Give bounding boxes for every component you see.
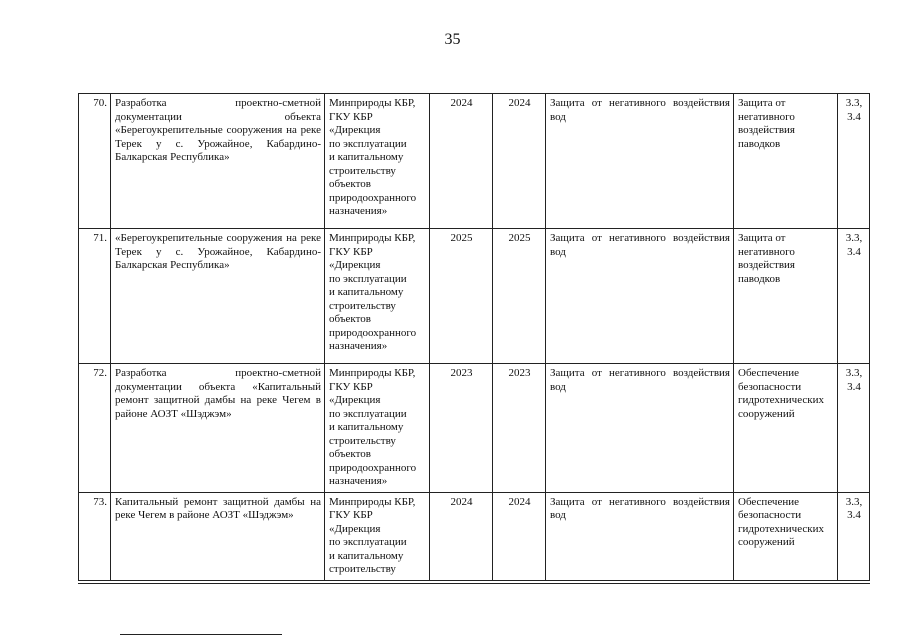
task-line: негативного [738, 110, 795, 123]
task-line: гидротехнических [738, 522, 824, 535]
table-row [79, 229, 870, 364]
table-row [79, 94, 870, 229]
measures-table [78, 93, 870, 581]
responsible-org-line: по эксплуатации [329, 407, 407, 420]
responsible-org-line: строительству [329, 299, 396, 312]
responsible-org-line: строительству [329, 434, 396, 447]
indicators: 3.3, 3.4 [838, 229, 870, 364]
task-line: воздействия [738, 124, 795, 136]
table-body [79, 94, 870, 581]
row-number: 72. [79, 364, 111, 493]
responsible-org-line: объектов [329, 178, 371, 190]
goal-text: Защита от негативного воздействия вод [546, 364, 734, 493]
task-text [734, 94, 838, 229]
start-year: 2025 [430, 229, 493, 364]
responsible-org-line: ГКУ КБР [329, 509, 373, 521]
responsible-org-line: назначения» [329, 475, 388, 487]
responsible-org [325, 364, 430, 493]
goal-text: Защита от негативного воздействия вод [546, 229, 734, 364]
page-number: 35 [444, 31, 461, 48]
task-line: сооружений [738, 536, 795, 548]
end-year: 2024 [493, 94, 546, 229]
row-number: 70. [79, 94, 111, 229]
responsible-org-line: и капитальному [329, 151, 404, 163]
task-line: паводков [738, 272, 781, 285]
responsible-org-line: «Дирекция [329, 522, 381, 535]
end-year: 2023 [493, 364, 546, 493]
start-year: 2024 [430, 94, 493, 229]
responsible-org-line: природоохранного [329, 461, 417, 474]
start-year: 2023 [430, 364, 493, 493]
responsible-org-line: и капитальному [329, 286, 404, 298]
task-line: сооружений [738, 407, 795, 420]
end-year: 2025 [493, 229, 546, 364]
responsible-org-line: строительству [329, 164, 396, 177]
responsible-org-line: по эксплуатации [329, 272, 407, 285]
measure-name: Разработка проектно-сметной документации объекта «Берегоукрепительные сооружения на реке Терек у с. Урожайное, Кабардино-Балкарская Республика» [111, 94, 325, 229]
start-year: 2024 [430, 492, 493, 580]
task-text [734, 229, 838, 364]
responsible-org [325, 492, 430, 580]
responsible-org-line: ГКУ КБР [329, 245, 373, 258]
responsible-org-line: «Дирекция [329, 394, 381, 406]
measure-name: «Берегоукрепительные сооружения на реке Терек у с. Урожайное, Кабардино-Балкарская Республика» [111, 229, 325, 364]
responsible-org [325, 94, 430, 229]
responsible-org-line: «Дирекция [329, 124, 381, 136]
goal-text: Защита от негативного воздействия вод [546, 492, 734, 580]
row-number: 73. [79, 492, 111, 580]
task-line: безопасности [738, 380, 802, 393]
responsible-org-line: природоохранного [329, 326, 417, 339]
task-line: негативного [738, 245, 795, 258]
task-line: Защита от [738, 97, 786, 109]
responsible-org-line: ГКУ КБР [329, 380, 373, 393]
responsible-org-line: «Дирекция [329, 259, 381, 271]
responsible-org-line: Минприроды КБР, [329, 232, 416, 244]
indicators: 3.3, 3.4 [838, 364, 870, 493]
responsible-org-line: объектов [329, 448, 371, 460]
responsible-org-line: ГКУ КБР [329, 110, 373, 123]
table-row [79, 364, 870, 493]
goal-text: Защита от негативного воздействия вод [546, 94, 734, 229]
responsible-org-line: Минприроды КБР, [329, 97, 416, 109]
task-line: гидротехнических [738, 394, 824, 406]
footnote-separator [120, 634, 282, 635]
responsible-org-line: назначения» [329, 205, 388, 217]
responsible-org [325, 229, 430, 364]
responsible-org-line: Минприроды КБР, [329, 367, 416, 379]
task-line: безопасности [738, 509, 802, 521]
responsible-org-line: объектов [329, 313, 371, 325]
task-line: Обеспечение [738, 367, 799, 379]
task-text [734, 364, 838, 493]
task-text [734, 492, 838, 580]
task-line: воздействия [738, 259, 795, 271]
responsible-org-line: природоохранного [329, 191, 417, 204]
task-line: Обеспечение [738, 495, 799, 508]
indicators: 3.3, 3.4 [838, 94, 870, 229]
responsible-org-line: Минприроды КБР, [329, 495, 416, 508]
task-line: Защита от [738, 232, 786, 244]
end-year: 2024 [493, 492, 546, 580]
responsible-org-line: по эксплуатации [329, 536, 407, 548]
indicators: 3.3, 3.4 [838, 492, 870, 580]
responsible-org-line: назначения» [329, 340, 388, 352]
responsible-org-line: строительству [329, 563, 396, 575]
table-row [79, 492, 870, 580]
row-number: 71. [79, 229, 111, 364]
responsible-org-line: и капитальному [329, 549, 404, 562]
measure-name: Капитальный ремонт защитной дамбы на реке Чегем в районе АОЗТ «Шэджэм» [111, 492, 325, 580]
table-bottom-border [78, 583, 870, 584]
responsible-org-line: по эксплуатации [329, 137, 407, 150]
measure-name: Разработка проектно-сметной документации объекта «Капитальный ремонт защитной дамбы на реке Чегем в районе АОЗТ «Шэджэм» [111, 364, 325, 493]
task-line: паводков [738, 137, 781, 150]
responsible-org-line: и капитальному [329, 421, 404, 433]
